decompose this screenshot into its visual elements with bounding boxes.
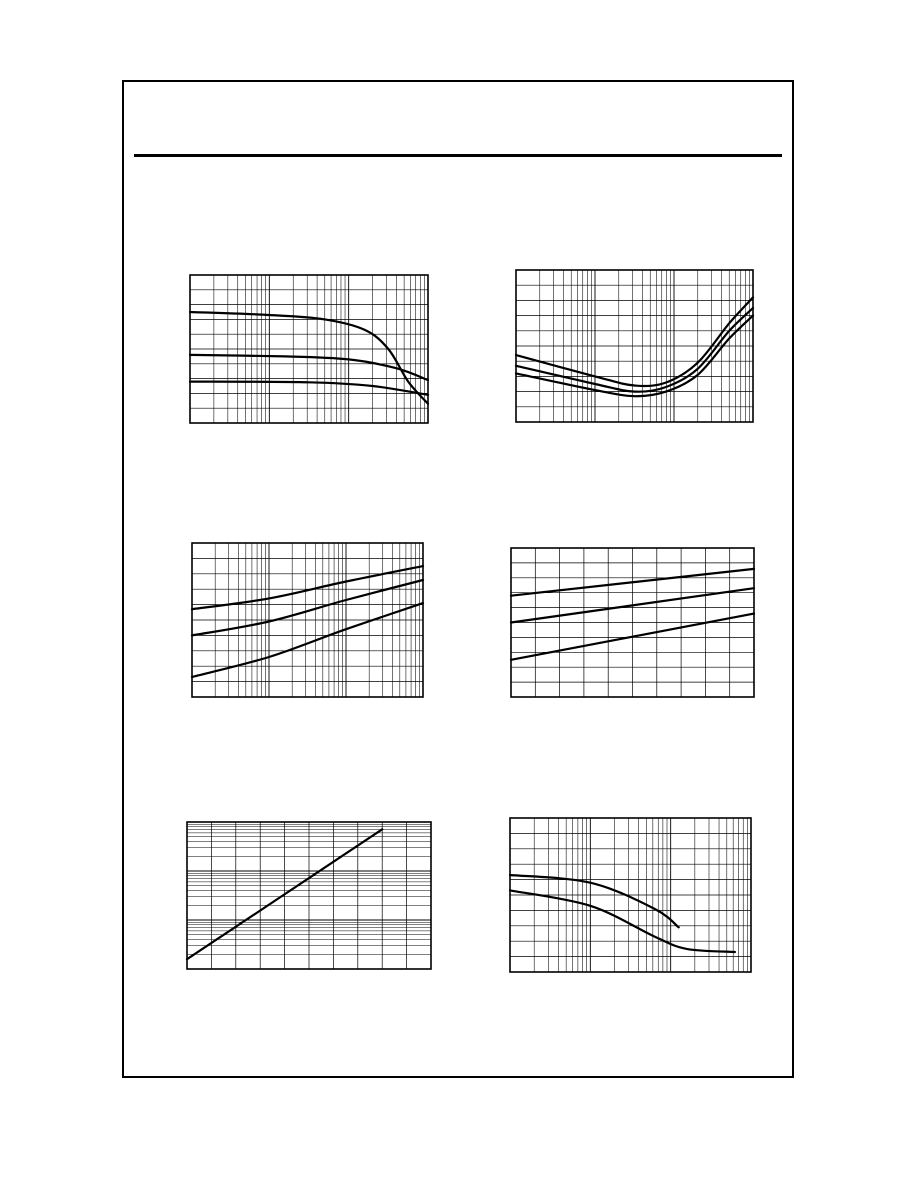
chart-2: [516, 270, 753, 422]
series-line-2: [192, 580, 423, 635]
chart-3: [192, 543, 423, 697]
series-line-2: [516, 308, 753, 392]
series-line-2: [510, 890, 735, 952]
series-line-2: [190, 355, 428, 380]
series-line-3: [516, 316, 753, 397]
series-line-3: [190, 382, 428, 395]
grid: [192, 543, 423, 697]
grid: [511, 548, 754, 697]
chart-4: [511, 548, 754, 697]
chart-5: [187, 822, 431, 969]
chart-6: [510, 818, 751, 972]
series-line-1: [192, 566, 423, 609]
chart-1: [190, 275, 428, 423]
grid: [190, 275, 428, 423]
series-line-1: [516, 297, 753, 386]
series-line-1: [510, 875, 679, 927]
grid: [510, 818, 751, 972]
grid: [187, 822, 431, 969]
header-rule: [134, 154, 782, 157]
